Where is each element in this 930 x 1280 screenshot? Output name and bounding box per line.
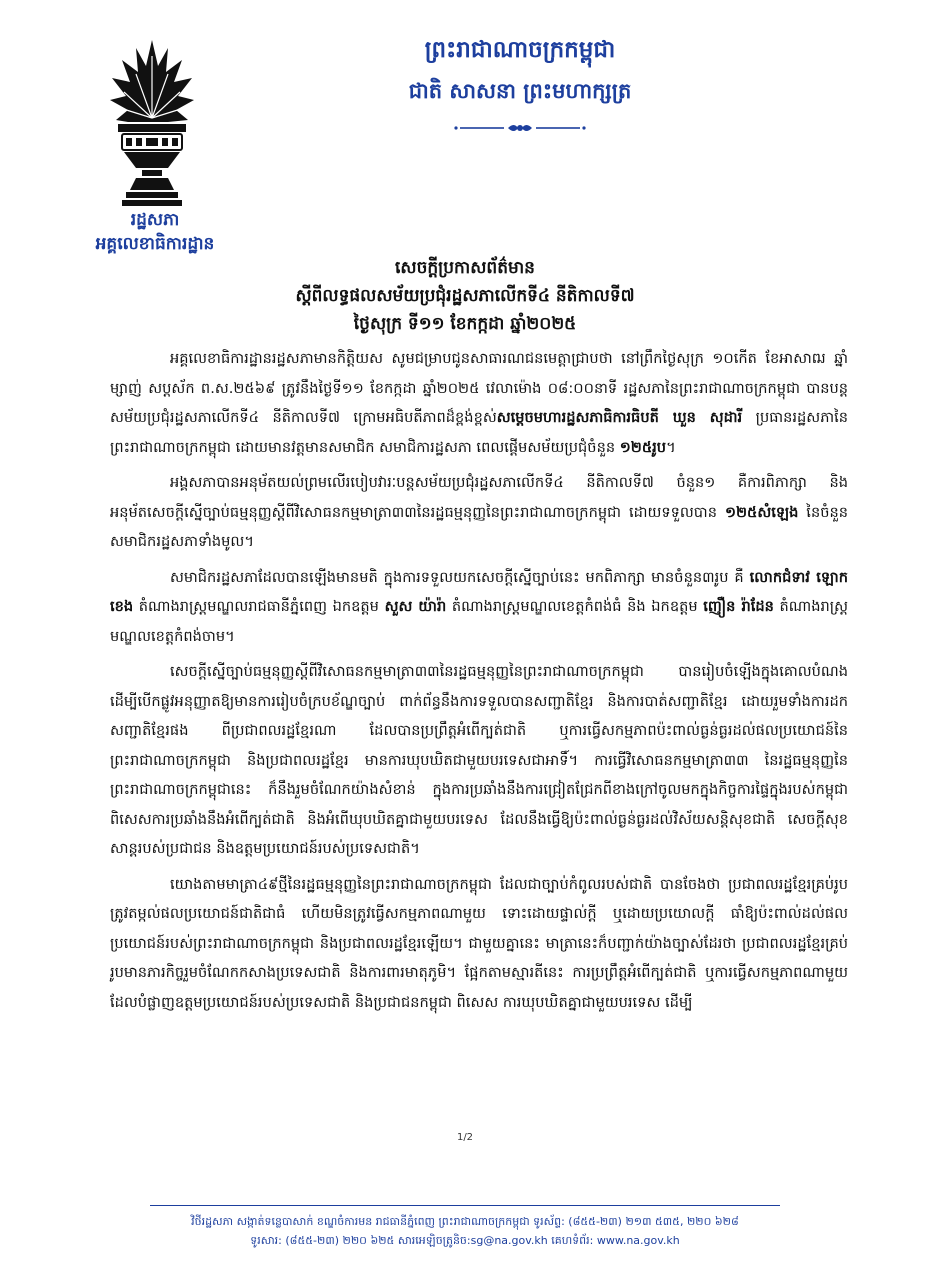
p2-vote-count: ១២៥សំឡេង <box>724 503 799 521</box>
title-date: ថ្ងៃសុក្រ ទី១១ ខែកក្កដា ឆ្នាំ២០២៥ <box>353 314 577 334</box>
footer-fax-email-web: ទូរសារ: (៨៥៥-២៣) ២២០ ៦២៥ សារអេឡិចត្រូនិច:sg@na.gov.kh គេហទំព័រ: www.na.gov.kh <box>250 1234 680 1247</box>
issuing-organization <box>60 208 250 256</box>
page-number: 1/2 <box>456 1132 474 1143</box>
national-motto: ជាតិ សាសនា ព្រះមហាក្សត្រ <box>408 79 632 103</box>
p3-text-a: សមាជិករដ្ឋសភាដែលបានឡើងមានមតិ ក្នុងការទទួលយកសេចក្តីស្នើច្បាប់នេះ មកពិភាក្សា មានចំនួន៣រូប គឺ <box>170 568 750 586</box>
p3-speaker-3: ញឿន រ៉ាដែន <box>703 598 774 615</box>
p1-text-a: អគ្គលេខាធិការដ្ឋានរដ្ឋសភាមានកិត្តិយស សូមជម្រាបជូនសាធារណជនមេត្តាជ្រាបថា នៅព្រឹកថ្ងៃសុក្រ ១០កើត ខែអាសាឍ ឆ្នាំម្សាញ់ សប្តស័ក ព.ស.២៥៦៩ ត្រូវនឹងថ្ងៃទី១១ ខែកក្កដា ឆ្នាំ២០២៥ វេលាម៉ោង ០៨:០០នាទី រដ្ឋសភានៃព្រះរាជាណាចក្រកម្ពុជា បានបន្តសម័យប្រជុំរដ្ឋសភាលើកទី៤ នីតិកាលទី៧ ក្រោមអធិបតីភាពដ៏ខ្ពង់ខ្ពស់ <box>110 350 848 426</box>
p3-text-c: តំណាងរាស្ត្រមណ្ឌលរាជធានីភ្នំពេញ ឯកឧត្តម <box>133 598 385 615</box>
document-title <box>150 254 780 338</box>
p1-text-e: ។ <box>666 438 676 456</box>
p2-text-a: អង្គសភាបានអនុម័តយល់ព្រមលើរបៀបវារៈបន្តសម័យប្រជុំរដ្ឋសភាលើកទី៤ នីតិកាលទី៧ ចំនួន១ គឺការពិភាក្សា និងអនុម័តសេចក្តីស្នើច្បាប់ធម្មនុញ្ញស្តីពីវិសោធនកម្មមាត្រា៣៣នៃរដ្ឋធម្មនុញ្ញនៃព្រះរាជាណាចក្រកម្ពុជា ដោយទទួលបាន <box>110 474 848 521</box>
p3-speaker-1: លោកជំទាវ ឡោក ខេង <box>110 568 848 615</box>
footer-divider <box>150 1205 780 1206</box>
paragraph-1 <box>110 344 848 462</box>
p1-member-count: ១២៥រូប <box>619 438 667 456</box>
paragraph-5: យោងតាមមាត្រា៤៩ថ្មីនៃរដ្ឋធម្មនុញ្ញនៃព្រះរាជាណាចក្រកម្ពុជា ដែលជាច្បាប់កំពូលរបស់ជាតិ បានចែងថា ប្រជាពលរដ្ឋខ្មែរគ្រប់រូប ត្រូវតម្កល់ផលប្រយោជន៍ជាតិជាធំ ហើយមិនត្រូវធ្វើសកម្មភាពណាមួយ ទោះដោយផ្ទាល់ក្តី ឬដោយប្រយោលក្តី ធាំឱ្យប៉ះពាល់ដល់ផលប្រយោជន៍របស់ព្រះរាជាណាចក្រកម្ពុជា និងប្រជាពលរដ្ឋខ្មែរឡើយ។ ជាមួយគ្នានេះ មាត្រានេះក៏បញ្ជាក់យ៉ាងច្បាស់ដែរថា ប្រជាពលរដ្ឋខ្មែរគ្រប់រូបមានភារកិច្ចរួមចំណែកកសាងប្រទេសជាតិ និងការពារមាតុភូមិ។ ផ្អែកតាមស្មារតីនេះ ការប្រព្រឹត្តអំពើក្បត់ជាតិ ឬការធ្វើសកម្មភាពណាមួយ ដែលបំផ្លាញឧត្តមប្រយោជន៍របស់ប្រទេសជាតិ និងប្រជាជនកម្ពុជា ពិសេស ការឃុបឃិតគ្នាជាមួយបរទេស ដើម្បី <box>110 875 848 1011</box>
p3-text-e: តំណាងរាស្ត្រមណ្ឌលខេត្តកំពង់ធំ និង ឯកឧត្តម <box>446 598 704 615</box>
document-body <box>110 344 848 1023</box>
national-assembly-emblem <box>106 36 198 208</box>
footer-contact <box>150 1212 780 1250</box>
p3-speaker-2: សួស យ៉ារ៉ា <box>384 598 447 615</box>
title-line-2: ស្តីពីលទ្ធផលសម័យប្រជុំរដ្ឋសភាលើកទី៤ នីតិកាលទី៧ <box>295 286 635 306</box>
org-department: អគ្គលេខាធិការដ្ឋាន <box>95 234 215 254</box>
title-line-1: សេចក្តីប្រកាសព័ត៌មាន <box>395 258 535 278</box>
paragraph-3 <box>110 563 848 652</box>
p2-text-c: នៃចំនួនសមាជិករដ្ឋសភាទាំងមូល។ <box>110 503 848 550</box>
p3-text-g: តំណាងរាស្ត្រមណ្ឌលខេត្តកំពង់ចាម។ <box>110 598 848 645</box>
kingdom-heading: ព្រះរាជាណាចក្រកម្ពុជា <box>424 37 616 63</box>
footer-address: វិថីរដ្ឋសភា សង្កាត់ទន្លេបាសាក់ ខណ្ឌចំការមន រាជធានីភ្នំពេញ ព្រះរាជាណាចក្រកម្ពុជា ទូរស័ព្ទ: (៨៥៥-២៣) ២១៣ ៥៣៥, ២២០ ៦២៨ <box>191 1215 739 1228</box>
paragraph-2 <box>110 468 848 557</box>
p1-text-c: ប្រធានរដ្ឋសភានៃព្រះរាជាណាចក្រកម្ពុជា ដោយមានវត្តមានសមាជិក សមាជិការដ្ឋសភា ពេលផ្តើមសម័យប្រជុំចំនួន <box>110 409 848 456</box>
emblem-icon <box>106 36 198 208</box>
p1-president-name: សម្តេចមហារដ្ឋសភាធិការធិបតី ឃួន សុដារី <box>496 409 743 426</box>
paragraph-4: សេចក្តីស្នើច្បាប់ធម្មនុញ្ញស្តីពីវិសោធនកម្មមាត្រា៣៣នៃរដ្ឋធម្មនុញ្ញនៃព្រះរាជាណាចក្រកម្ពុជា បានរៀបចំឡើងក្នុងគោលបំណងដើម្បីបើកផ្លូវអនុញ្ញាតឱ្យមានការរៀបចំក្របខ័ណ្ឌច្បាប់ ពាក់ព័ន្ធនឹងការទទួលបានសញ្ជាតិខ្មែរ និងការបាត់សញ្ជាតិខ្មែរ ដោយរួមទាំងការដកសញ្ជាតិខ្មែរផង ពីប្រជាពលរដ្ឋខ្មែរណា ដែលបានប្រព្រឹត្តអំពើក្បត់ជាតិ ឬការធ្វើសកម្មភាពប៉ះពាល់ធ្ងន់ធ្ងរដល់ផលប្រយោជន៍នៃព្រះរាជាណាចក្រកម្ពុជា និងប្រជាពលរដ្ឋខ្មែរ មានការឃុបឃិតជាមួយបរទេសជាអាទិ៍។ ការធ្វើវិសោធនកម្មមាត្រា៣៣ នៃរដ្ឋធម្មនុញ្ញនៃព្រះរាជាណាចក្រកម្ពុជានេះ ក៏នឹងរួមចំណែកយ៉ាងសំខាន់ ក្នុងការប្រឆាំងនឹងការជ្រៀតជ្រែកពីខាងក្រៅចូលមកក្នុងកិច្ចការផ្ទៃក្នុងរបស់កម្ពុជា ពិសេសការប្រឆាំងនឹងអំពើក្បត់ជាតិ និងអំពើឃុបឃិតគ្នាជាមួយបរទេស ដែលនឹងធ្វើឱ្យប៉ះពាល់ធ្ងន់ធ្ងរដល់វិស័យសន្តិសុខជាតិ សេចក្តីសុខសាន្តរបស់ប្រជាជន និងឧត្តមប្រយោជន៍របស់ប្រទេសជាតិ។ <box>110 663 848 857</box>
divider-ornament-icon <box>420 120 620 136</box>
org-name: រដ្ឋសភា <box>130 210 180 230</box>
